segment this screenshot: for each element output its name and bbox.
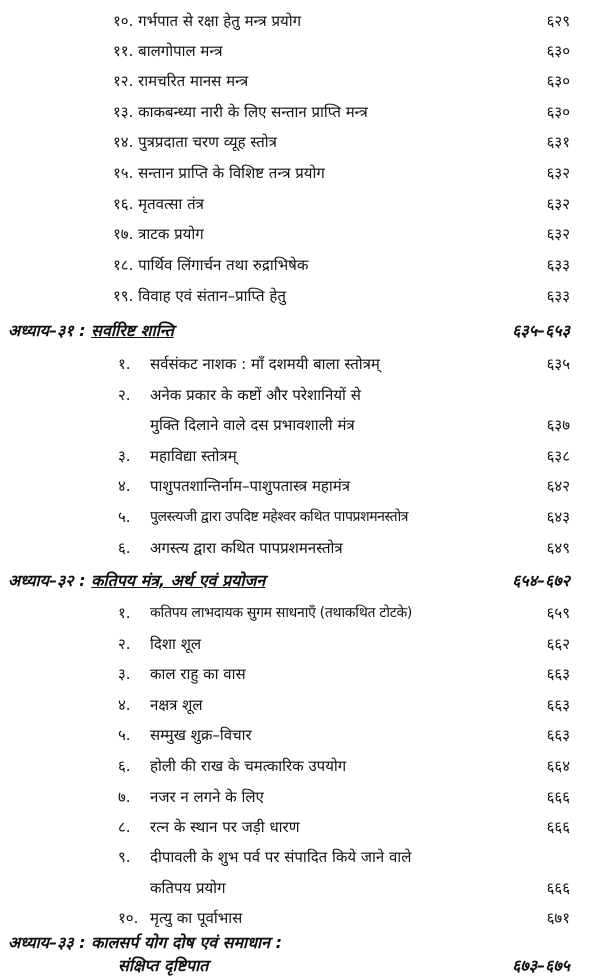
toc-page-number: ६६४ — [546, 757, 570, 775]
toc-entry-title: अगस्त्य द्वारा कथित पापप्रशमनस्तोत्र — [150, 539, 343, 557]
chapter-title: कालसर्प योग दोष एवं समाधान : — [91, 933, 283, 952]
toc-entry-number: ६. — [118, 757, 131, 775]
toc-page-number: ६३५ — [546, 355, 570, 373]
chapter-heading — [8, 932, 282, 954]
toc-entry-title: रत्न के स्थान पर जड़ी धारण — [150, 818, 300, 836]
toc-page-number: ६३३ — [546, 256, 570, 274]
toc-entry-number: ८. — [118, 818, 131, 836]
toc-page-number: ६३७ — [546, 416, 570, 434]
toc-entry-title: दीपावली के शुभ पर्व पर संपादित किये जाने वाले — [150, 848, 412, 866]
toc-entry-number: ३. — [118, 447, 131, 465]
toc-entry-number: १. — [118, 604, 131, 622]
toc-page-number: ६६३ — [546, 665, 570, 683]
toc-page-number: ६३२ — [546, 225, 570, 243]
toc-entry-title: अनेक प्रकार के कष्टों और परेशानियों से — [150, 386, 361, 404]
toc-entry-number: २. — [118, 635, 131, 653]
toc-page: १०. गर्भपात से रक्षा हेतु मन्त्र प्रयोग ६२९ ११. बालगोपाल मन्त्र ६३० १२. रामचरित मानस मन्त्र ६३० १३. काकबन्ध्या नारी के लिए सन्तान प्राप्ति मन्त्र ६३० १४. पुत्रप्रदाता चरण व्यूह स्तोत्र ६३१ १५. सन्तान प्राप्ति के विशिष्ट तन्त्र प्रयोग ६३२ १६. मृतवत्सा तंत्र ६३२ १७. त्राटक प्रयोग ६३२ १८. पार्थिव लिंगार्चन तथा रुद्राभिषेक ६३३ १९. विवाह एवं संतान–प्राप्ति हेतु ६३३ अध्याय–३१ : सर्वारिष्ट शान्ति ६३५–६५३ १. सर्वसंकट नाशक : माँ दशमयी बाला स्तोत्रम् ६३५ २. अनेक प्रकार के कष्टों और परेशानियों से मुक्ति दिलाने वाले दस प्रभावशाली मंत्र ६३७ ३. महाविद्या स्तोत्रम् ६३८ ४. पाशुपतशान्तिर्नाम–पाशुपतास्त्र महामंत्र ६४२ ५. पुलस्त्यजी द्वारा उपदिष्ट महेश्वर कथित पापप्रशमनस्तोत्र ६४३ ६. अगस्त्य द्वारा कथित पापप्रशमनस्तोत्र ६४९ अध्याय–३२ : कतिपय मंत्र, अर्थ एवं प्रयोजन ६५४–६७२ १. कतिपय लाभदायक सुगम साधनाएँ (तथाकथित टोटके) ६५९ २. दिशा शूल ६६२ ३. काल राहु का वास ६६३ ४. नक्षत्र शूल ६६३ ५. सम्मुख शुक्र–विचार ६६३ ६. होली की राख के चमत्कारिक उपयोग ६६४ ७. नजर न लगने के लिए ६६६ ८. रत्न के स्थान पर जड़ी धारण ६६६ ९. दीपावली के शुभ पर्व पर संपादित किये जाने वाले कतिपय प्रयोग ६६६ १०. मृत्यु का पूर्वाभास ६७१ अध्याय–३३ : कालसर्प योग दोष एवं समाधान : संक्षिप्त दृष्टिपात ६७३–६७५ — [8, 12, 570, 975]
toc-entry-number: ४. — [118, 696, 131, 714]
chapter-page-range: ६७३–६७५ — [512, 956, 570, 975]
toc-page-number: ६३० — [546, 103, 570, 121]
toc-page-number: ६६६ — [546, 818, 570, 836]
toc-page-number: ६४९ — [546, 539, 570, 557]
toc-page-number: ६३३ — [546, 287, 570, 305]
toc-entry-title: मृत्यु का पूर्वाभास — [150, 909, 243, 927]
toc-entry-title: सर्वसंकट नाशक : माँ दशमयी बाला स्तोत्रम् — [150, 355, 380, 373]
toc-entry-number: ९. — [118, 848, 131, 866]
toc-page-number: ६३२ — [546, 195, 570, 213]
chapter-heading — [8, 320, 174, 342]
chapter-page-range: ६५४–६७२ — [512, 571, 570, 590]
toc-entry-title: कतिपय प्रयोग — [150, 879, 226, 897]
toc-page-number: ६४३ — [546, 508, 570, 526]
toc-entry-title: काल राहु का वास — [150, 665, 246, 683]
toc-page-number: ६६२ — [546, 635, 570, 653]
toc-page-number: ६६३ — [546, 726, 570, 744]
toc-entry-title: पुलस्त्यजी द्वारा उपदिष्ट महेश्वर कथित पापप्रशमनस्तोत्र — [150, 509, 409, 525]
toc-entry-title: कतिपय लाभदायक सुगम साधनाएँ (तथाकथित टोटके) — [150, 605, 413, 621]
toc-page-number: ६७१ — [546, 909, 570, 927]
toc-page-number: ६२९ — [546, 12, 570, 30]
chapter-prefix: अध्याय–३३ : — [8, 933, 86, 952]
toc-entry-number: १. — [118, 355, 131, 373]
toc-entry-title: सम्मुख शुक्र–विचार — [150, 726, 252, 744]
toc-entry-title: महाविद्या स्तोत्रम् — [150, 447, 237, 465]
toc-entry-title: नजर न लगने के लिए — [150, 788, 264, 806]
toc-page-number: ६३२ — [546, 164, 570, 182]
chapter-page-range: ६३५–६५३ — [512, 321, 570, 340]
toc-page-number: ६६६ — [546, 879, 570, 897]
toc-entry-number: ७. — [118, 788, 131, 806]
toc-entry-number: ४. — [118, 477, 131, 495]
toc-page-number: ६३० — [546, 72, 570, 90]
toc-entry-number: ३. — [118, 665, 131, 683]
chapter-title: सर्वारिष्ट शान्ति — [91, 321, 174, 340]
toc-entry-title: होली की राख के चमत्कारिक उपयोग — [150, 757, 347, 775]
toc-page-number: ६६६ — [546, 788, 570, 806]
toc-entry-number: १०. — [118, 909, 139, 927]
toc-page-number: ६४२ — [546, 477, 570, 495]
toc-entry-number: ५. — [118, 726, 131, 744]
toc-entry-title: मुक्ति दिलाने वाले दस प्रभावशाली मंत्र — [150, 416, 355, 434]
toc-page-number: ६५९ — [546, 604, 570, 622]
toc-entry-number: ६. — [118, 539, 131, 557]
chapter-title: कतिपय मंत्र, अर्थ एवं प्रयोजन — [91, 571, 266, 590]
toc-entry-title: दिशा शूल — [150, 635, 202, 653]
toc-entry-title: नक्षत्र शूल — [150, 696, 203, 714]
toc-entry-number: ५. — [118, 508, 131, 526]
toc-page-number: ६६३ — [546, 696, 570, 714]
toc-page-number: ६३० — [546, 42, 570, 60]
toc-page-number: ६३८ — [546, 447, 570, 465]
toc-page-number: ६३१ — [546, 133, 570, 151]
toc-entry-number: २. — [118, 386, 131, 404]
chapter-prefix: अध्याय–३१ : — [8, 321, 86, 340]
chapter-prefix: अध्याय–३२ : — [8, 571, 86, 590]
toc-entry-title: पाशुपतशान्तिर्नाम–पाशुपतास्त्र महामंत्र — [150, 477, 351, 495]
chapter-heading — [8, 570, 265, 592]
chapter-subtitle: संक्षिप्त दृष्टिपात — [118, 956, 209, 975]
